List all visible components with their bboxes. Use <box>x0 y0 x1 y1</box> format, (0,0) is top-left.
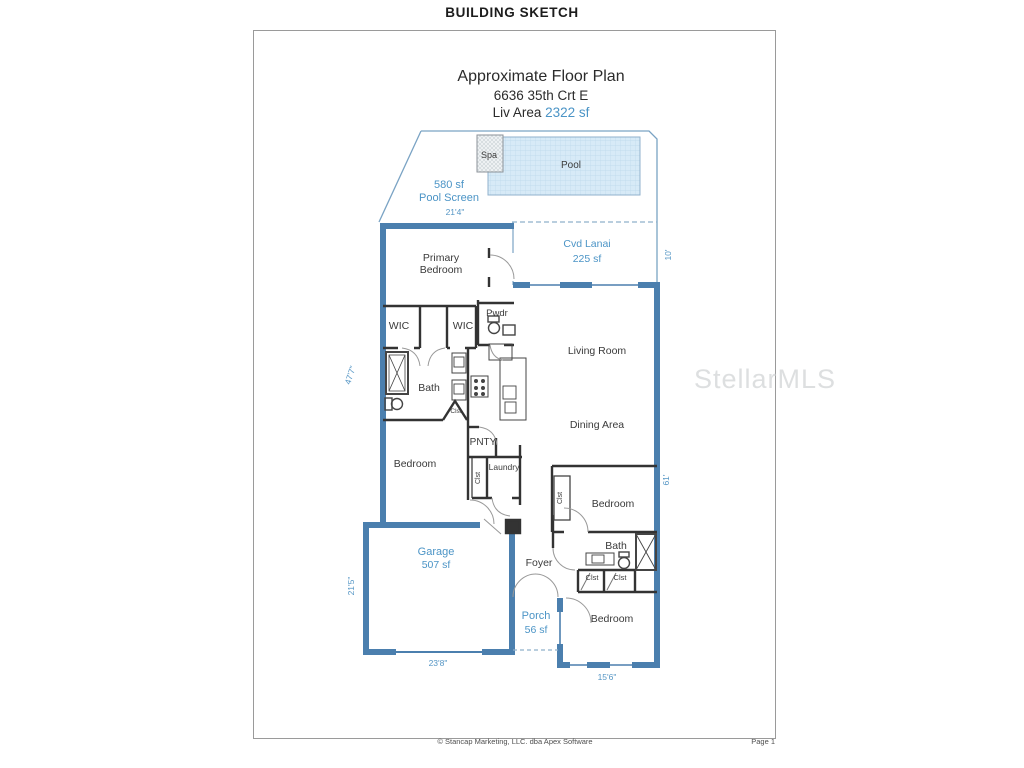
label-bedroom-left: Bedroom <box>393 458 437 470</box>
door-bath-hall <box>553 548 575 570</box>
label-living-room: Living Room <box>567 345 627 357</box>
plan-address: 6636 35th Crt E <box>493 88 589 103</box>
living-area-label: Liv Area <box>492 105 542 120</box>
vanity-primary-icon <box>452 353 466 400</box>
shower-icon <box>386 352 408 394</box>
label-lanai: Cvd Lanai <box>563 238 611 250</box>
tub-guest-icon <box>636 534 656 570</box>
exterior-walls <box>366 223 657 668</box>
door-wic-right <box>428 348 445 366</box>
toilet-primary-icon <box>385 398 403 410</box>
toilet-guest-icon <box>619 552 630 569</box>
label-pool-screen-sf: 580 sf <box>434 179 464 191</box>
label-bath-guest: Bath <box>605 540 627 552</box>
label-bedroom-mid: Bedroom <box>591 498 635 510</box>
footer-page-number: Page 1 <box>751 737 775 746</box>
label-dining-area: Dining Area <box>569 419 625 431</box>
dim-lanai-depth: 10' <box>663 249 673 261</box>
label-pnty: PNTY <box>469 437 497 448</box>
dim-bedroom-width: 15'6" <box>597 672 617 682</box>
label-clst-laundry: Clst <box>475 471 482 485</box>
label-garage-sf: 507 sf <box>421 559 451 571</box>
dim-right-height: 61' <box>661 474 671 486</box>
label-pool-screen: Pool Screen <box>419 192 479 204</box>
dim-garage-height: 21'5" <box>346 576 356 596</box>
pool-area <box>477 135 640 195</box>
label-clst-hall: Clst <box>450 408 462 415</box>
label-primary-1: Primary <box>422 252 460 264</box>
label-bedroom-bottom: Bedroom <box>590 613 634 625</box>
label-porch-sf: 56 sf <box>524 624 548 636</box>
label-pwdr: Pwdr <box>486 308 508 319</box>
label-bath-primary: Bath <box>418 382 440 394</box>
plan-title: Approximate Floor Plan <box>457 68 625 85</box>
label-pool: Pool <box>560 160 582 171</box>
vanity-guest-icon <box>586 553 614 565</box>
entry-door-right <box>535 574 558 597</box>
label-garage: Garage <box>417 546 455 558</box>
footer-copyright: © Stancap Marketing, LLC. dba Apex Software <box>437 737 593 746</box>
stellar-mls-watermark: StellarMLS <box>694 364 837 394</box>
label-clst-right: Clst <box>613 573 627 582</box>
label-lanai-sf: 225 sf <box>572 253 602 265</box>
dim-left-upper: 47'7" <box>342 364 358 386</box>
label-spa: Spa <box>480 150 498 160</box>
door-laundry <box>492 498 510 516</box>
label-porch: Porch <box>521 610 551 622</box>
label-wic-right: WIC <box>452 320 474 332</box>
dimension-labels <box>342 207 673 682</box>
label-laundry: Laundry <box>488 462 520 472</box>
dim-garage-width: 23'8" <box>428 658 448 668</box>
door-bedroom-bottom <box>566 598 591 623</box>
label-primary-2: Bedroom <box>419 264 463 276</box>
page-title: BUILDING SKETCH <box>445 5 579 20</box>
living-area-value: 2322 sf <box>545 105 590 120</box>
door-garage-hall <box>470 500 494 524</box>
label-clst-bedroom-mid: Clst <box>557 491 564 505</box>
dim-pool-screen-width: 21'4" <box>445 207 465 217</box>
door-garage-leaf <box>484 519 501 534</box>
label-foyer: Foyer <box>525 557 553 569</box>
range-icon <box>471 376 488 397</box>
label-clst-left: Clst <box>585 573 599 582</box>
label-wic-left: WIC <box>388 320 410 332</box>
kitchen-island-icon <box>500 358 526 420</box>
entry-door-left <box>513 574 536 597</box>
